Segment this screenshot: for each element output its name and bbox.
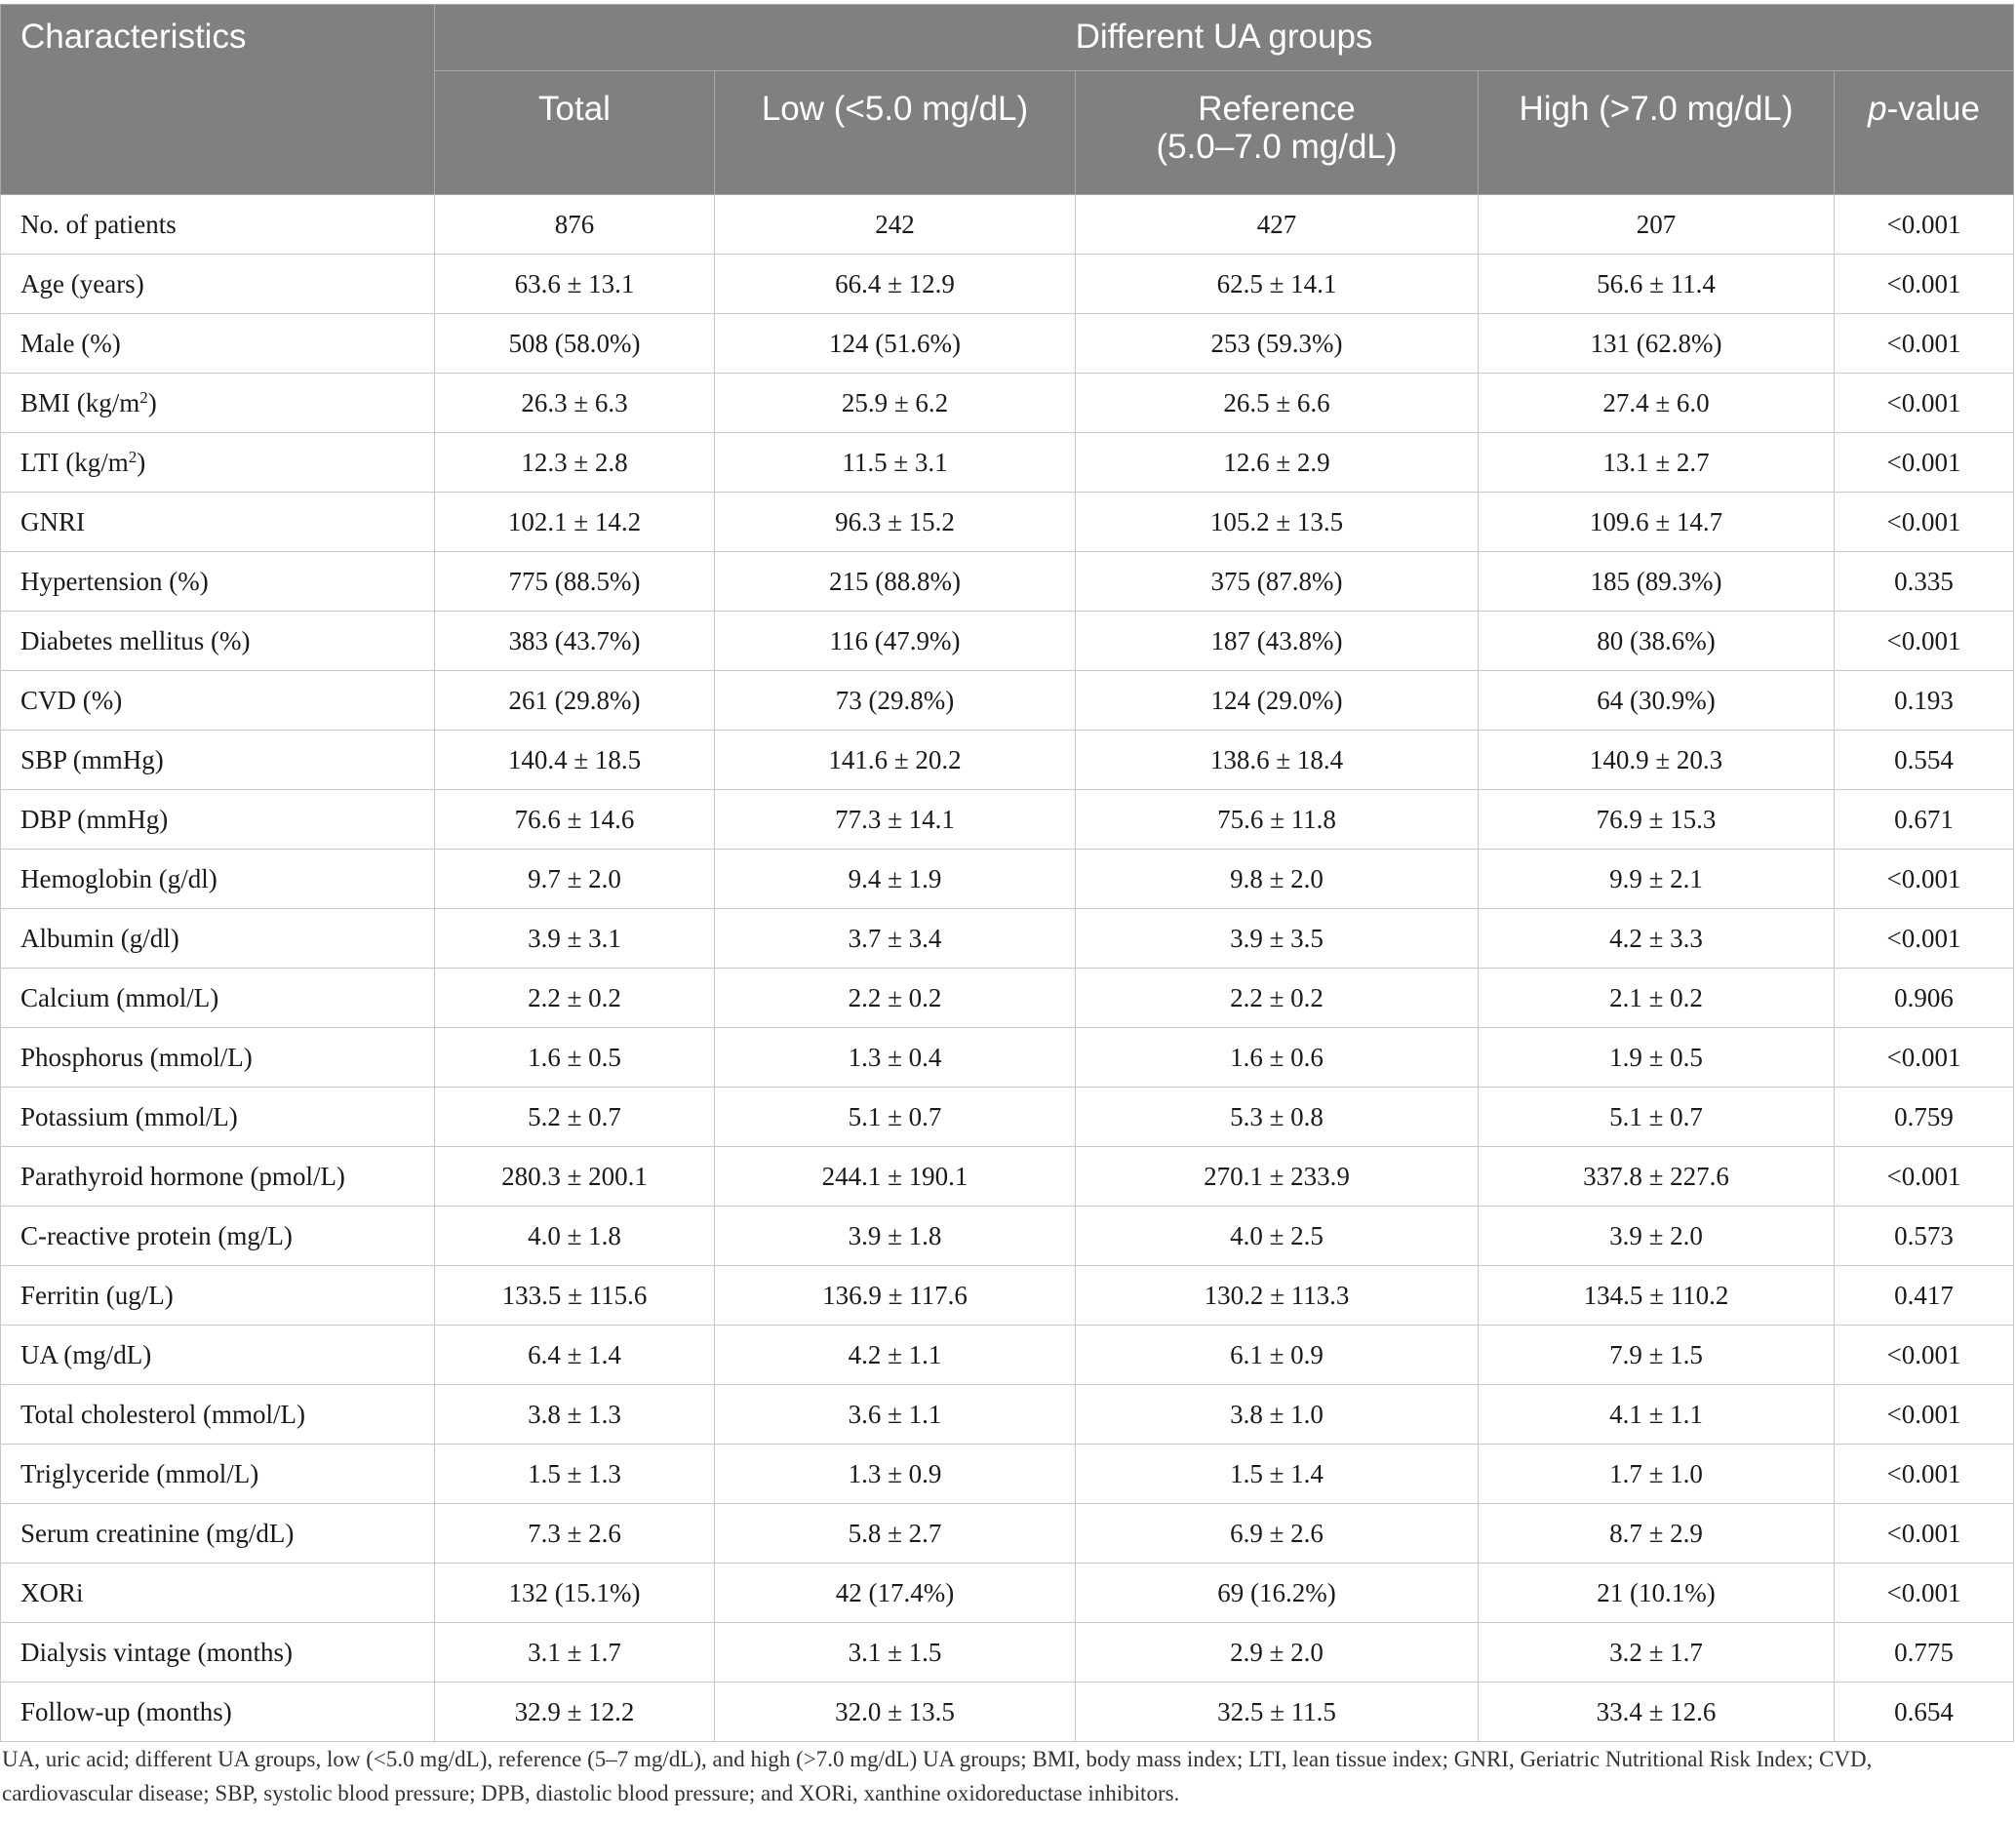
- cell-reference: 3.8 ± 1.0: [1076, 1385, 1479, 1445]
- row-label: [1, 612, 435, 671]
- cell-total: 1.6 ± 0.5: [435, 1028, 715, 1088]
- header-group-title: Different UA groups: [435, 5, 2014, 71]
- table-row: [1, 731, 2014, 790]
- row-label-text: DBP (mmHg): [20, 804, 169, 834]
- cell-high: 64 (30.9%): [1479, 671, 1835, 731]
- table-row: [1, 1088, 2014, 1147]
- cell-total: 12.3 ± 2.8: [435, 433, 715, 493]
- cell-low: 3.7 ± 3.4: [715, 909, 1076, 969]
- cell-high: 56.6 ± 11.4: [1479, 255, 1835, 314]
- cell-low: 215 (88.8%): [715, 552, 1076, 612]
- cell-low: 3.6 ± 1.1: [715, 1385, 1076, 1445]
- cell-low: 66.4 ± 12.9: [715, 255, 1076, 314]
- table-row: [1, 374, 2014, 433]
- cell-reference: 75.6 ± 11.8: [1076, 790, 1479, 850]
- table-row: [1, 1623, 2014, 1683]
- cell-low: 1.3 ± 0.9: [715, 1445, 1076, 1504]
- row-label-text: Potassium (mmol/L): [20, 1101, 238, 1131]
- table-row: [1, 909, 2014, 969]
- cell-p-value: <0.001: [1835, 612, 2014, 671]
- header-p-rest: -value: [1886, 90, 1980, 128]
- row-label: [1, 1326, 435, 1385]
- cell-total: 383 (43.7%): [435, 612, 715, 671]
- cell-high: 2.1 ± 0.2: [1479, 969, 1835, 1028]
- row-label: [1, 1623, 435, 1683]
- cell-reference: 130.2 ± 113.3: [1076, 1266, 1479, 1326]
- row-label-text: Phosphorus (mmol/L): [20, 1042, 253, 1072]
- row-label-text: Follow-up (months): [20, 1696, 232, 1726]
- row-label-text: CVD (%): [20, 685, 123, 715]
- row-label-text: BMI (kg/m: [20, 388, 140, 417]
- row-label-text: SBP (mmHg): [20, 744, 164, 774]
- row-label-text: Parathyroid hormone (pmol/L): [20, 1161, 345, 1191]
- row-label-text: Male (%): [20, 328, 121, 358]
- row-label-text: XORi: [20, 1577, 84, 1607]
- header-reference-line2: (5.0–7.0 mg/dL): [1156, 127, 1398, 166]
- cell-low: 32.0 ± 13.5: [715, 1683, 1076, 1742]
- cell-low: 25.9 ± 6.2: [715, 374, 1076, 433]
- table-row: [1, 969, 2014, 1028]
- cell-low: 2.2 ± 0.2: [715, 969, 1076, 1028]
- row-label: [1, 1147, 435, 1207]
- cell-reference: 26.5 ± 6.6: [1076, 374, 1479, 433]
- cell-total: 5.2 ± 0.7: [435, 1088, 715, 1147]
- row-label-text: Diabetes mellitus (%): [20, 625, 251, 655]
- cell-p-value: 0.417: [1835, 1266, 2014, 1326]
- header-low: Low (<5.0 mg/dL): [715, 71, 1076, 195]
- cell-high: 337.8 ± 227.6: [1479, 1147, 1835, 1207]
- row-label-text: Dialysis vintage (months): [20, 1637, 293, 1667]
- cell-p-value: <0.001: [1835, 314, 2014, 374]
- table-row: [1, 314, 2014, 374]
- row-label-superscript: 2: [128, 448, 138, 466]
- row-label: [1, 1683, 435, 1742]
- cell-low: 3.1 ± 1.5: [715, 1623, 1076, 1683]
- cell-reference: 6.9 ± 2.6: [1076, 1504, 1479, 1564]
- row-label: [1, 314, 435, 374]
- cell-total: 280.3 ± 200.1: [435, 1147, 715, 1207]
- cell-total: 63.6 ± 13.1: [435, 255, 715, 314]
- cell-high: 13.1 ± 2.7: [1479, 433, 1835, 493]
- cell-high: 207: [1479, 195, 1835, 255]
- cell-reference: 1.5 ± 1.4: [1076, 1445, 1479, 1504]
- row-label: [1, 1266, 435, 1326]
- row-label: [1, 374, 435, 433]
- cell-reference: 3.9 ± 3.5: [1076, 909, 1479, 969]
- cell-high: 140.9 ± 20.3: [1479, 731, 1835, 790]
- table-row: [1, 612, 2014, 671]
- cell-high: 1.7 ± 1.0: [1479, 1445, 1835, 1504]
- cell-total: 876: [435, 195, 715, 255]
- cell-reference: 62.5 ± 14.1: [1076, 255, 1479, 314]
- table-header: [1, 5, 2014, 195]
- cell-high: 109.6 ± 14.7: [1479, 493, 1835, 552]
- row-label-superscript: 2: [139, 388, 148, 407]
- cell-p-value: 0.335: [1835, 552, 2014, 612]
- row-label-text: Age (years): [20, 268, 144, 298]
- cell-p-value: <0.001: [1835, 1028, 2014, 1088]
- cell-low: 1.3 ± 0.4: [715, 1028, 1076, 1088]
- cell-total: 3.1 ± 1.7: [435, 1623, 715, 1683]
- cell-total: 2.2 ± 0.2: [435, 969, 715, 1028]
- table-row: [1, 1326, 2014, 1385]
- header-reference: [1076, 71, 1479, 195]
- cell-p-value: <0.001: [1835, 1564, 2014, 1623]
- cell-low: 242: [715, 195, 1076, 255]
- cell-high: 33.4 ± 12.6: [1479, 1683, 1835, 1742]
- cell-reference: 1.6 ± 0.6: [1076, 1028, 1479, 1088]
- row-label-text: Triglyceride (mmol/L): [20, 1458, 259, 1488]
- cell-p-value: 0.193: [1835, 671, 2014, 731]
- cell-high: 4.1 ± 1.1: [1479, 1385, 1835, 1445]
- cell-high: 21 (10.1%): [1479, 1564, 1835, 1623]
- cell-reference: 375 (87.8%): [1076, 552, 1479, 612]
- cell-p-value: 0.554: [1835, 731, 2014, 790]
- table-row: [1, 255, 2014, 314]
- cell-low: 77.3 ± 14.1: [715, 790, 1076, 850]
- row-label-text: Hemoglobin (g/dl): [20, 863, 217, 893]
- cell-low: 9.4 ± 1.9: [715, 850, 1076, 909]
- cell-total: 4.0 ± 1.8: [435, 1207, 715, 1266]
- row-label: [1, 1445, 435, 1504]
- cell-high: 3.2 ± 1.7: [1479, 1623, 1835, 1683]
- row-label: [1, 493, 435, 552]
- cell-p-value: <0.001: [1835, 433, 2014, 493]
- cell-total: 775 (88.5%): [435, 552, 715, 612]
- header-characteristics: Characteristics: [1, 5, 435, 195]
- cell-low: 124 (51.6%): [715, 314, 1076, 374]
- table-row: [1, 850, 2014, 909]
- cell-p-value: 0.906: [1835, 969, 2014, 1028]
- cell-high: 3.9 ± 2.0: [1479, 1207, 1835, 1266]
- cell-total: 32.9 ± 12.2: [435, 1683, 715, 1742]
- table-row: [1, 493, 2014, 552]
- header-row-1: [1, 5, 2014, 71]
- table-body: [1, 195, 2014, 1742]
- cell-low: 244.1 ± 190.1: [715, 1147, 1076, 1207]
- table-row: [1, 1385, 2014, 1445]
- cell-p-value: 0.654: [1835, 1683, 2014, 1742]
- table-row: [1, 552, 2014, 612]
- cell-high: 27.4 ± 6.0: [1479, 374, 1835, 433]
- cell-reference: 2.9 ± 2.0: [1076, 1623, 1479, 1683]
- cell-total: 76.6 ± 14.6: [435, 790, 715, 850]
- cell-total: 140.4 ± 18.5: [435, 731, 715, 790]
- cell-total: 102.1 ± 14.2: [435, 493, 715, 552]
- cell-low: 141.6 ± 20.2: [715, 731, 1076, 790]
- table-row: [1, 1564, 2014, 1623]
- cell-low: 42 (17.4%): [715, 1564, 1076, 1623]
- cell-reference: 138.6 ± 18.4: [1076, 731, 1479, 790]
- row-label: [1, 731, 435, 790]
- cell-high: 131 (62.8%): [1479, 314, 1835, 374]
- cell-total: 508 (58.0%): [435, 314, 715, 374]
- cell-low: 4.2 ± 1.1: [715, 1326, 1076, 1385]
- header-p-italic: p: [1868, 90, 1887, 128]
- cell-high: 1.9 ± 0.5: [1479, 1028, 1835, 1088]
- table-row: [1, 1445, 2014, 1504]
- table-row: [1, 195, 2014, 255]
- cell-low: 96.3 ± 15.2: [715, 493, 1076, 552]
- cell-total: 1.5 ± 1.3: [435, 1445, 715, 1504]
- cell-low: 5.1 ± 0.7: [715, 1088, 1076, 1147]
- row-label: [1, 1207, 435, 1266]
- cell-p-value: 0.759: [1835, 1088, 2014, 1147]
- row-label-text: UA (mg/dL): [20, 1339, 152, 1369]
- table-row: [1, 1028, 2014, 1088]
- header-p-value: [1835, 71, 2014, 195]
- row-label-text: Ferritin (ug/L): [20, 1280, 174, 1310]
- cell-reference: 4.0 ± 2.5: [1076, 1207, 1479, 1266]
- row-label: [1, 850, 435, 909]
- row-label: [1, 552, 435, 612]
- row-label-text: Albumin (g/dl): [20, 923, 179, 953]
- cell-p-value: <0.001: [1835, 1385, 2014, 1445]
- row-label-text: LTI (kg/m: [20, 448, 129, 477]
- table-row: [1, 1504, 2014, 1564]
- cell-reference: 187 (43.8%): [1076, 612, 1479, 671]
- row-label: [1, 909, 435, 969]
- cell-low: 5.8 ± 2.7: [715, 1504, 1076, 1564]
- table-row: [1, 433, 2014, 493]
- row-label: [1, 1564, 435, 1623]
- row-label-text: Total cholesterol (mmol/L): [20, 1399, 306, 1429]
- row-label: [1, 195, 435, 255]
- cell-reference: 253 (59.3%): [1076, 314, 1479, 374]
- row-label: [1, 1088, 435, 1147]
- cell-p-value: 0.573: [1835, 1207, 2014, 1266]
- cell-total: 261 (29.8%): [435, 671, 715, 731]
- cell-high: 8.7 ± 2.9: [1479, 1504, 1835, 1564]
- cell-reference: 9.8 ± 2.0: [1076, 850, 1479, 909]
- row-label: [1, 1028, 435, 1088]
- cell-high: 4.2 ± 3.3: [1479, 909, 1835, 969]
- cell-p-value: 0.671: [1835, 790, 2014, 850]
- cell-reference: 69 (16.2%): [1076, 1564, 1479, 1623]
- row-label: [1, 671, 435, 731]
- cell-p-value: <0.001: [1835, 255, 2014, 314]
- row-label-suffix: ): [137, 448, 146, 477]
- row-label: [1, 255, 435, 314]
- cell-p-value: <0.001: [1835, 493, 2014, 552]
- row-label: [1, 790, 435, 850]
- cell-total: 7.3 ± 2.6: [435, 1504, 715, 1564]
- cell-high: 9.9 ± 2.1: [1479, 850, 1835, 909]
- table-footnote: UA, uric acid; different UA groups, low (<5.0 mg/dL), reference (5–7 mg/dL), and high (>7.0 mg/dL) UA groups; BMI, body mass index; LTI, lean tissue index; GNRI, Geriatric Nutritional Risk Index; CVD, cardiovascular disease; SBP, systolic blood pressure; DPB, diastolic blood pressure; and XORi, xanthine oxidoreductase inhibitors.: [2, 1747, 1873, 1805]
- cell-p-value: <0.001: [1835, 850, 2014, 909]
- cell-p-value: <0.001: [1835, 195, 2014, 255]
- cell-reference: 6.1 ± 0.9: [1076, 1326, 1479, 1385]
- cell-high: 80 (38.6%): [1479, 612, 1835, 671]
- cell-total: 132 (15.1%): [435, 1564, 715, 1623]
- row-label: [1, 1385, 435, 1445]
- cell-high: 7.9 ± 1.5: [1479, 1326, 1835, 1385]
- cell-low: 116 (47.9%): [715, 612, 1076, 671]
- header-reference-line1: Reference: [1198, 90, 1356, 128]
- cell-p-value: <0.001: [1835, 909, 2014, 969]
- baseline-characteristics-table: [0, 4, 2014, 1742]
- table-row: [1, 1207, 2014, 1266]
- cell-high: 5.1 ± 0.7: [1479, 1088, 1835, 1147]
- table-row: [1, 671, 2014, 731]
- cell-reference: 105.2 ± 13.5: [1076, 493, 1479, 552]
- cell-reference: 5.3 ± 0.8: [1076, 1088, 1479, 1147]
- cell-total: 3.9 ± 3.1: [435, 909, 715, 969]
- cell-reference: 270.1 ± 233.9: [1076, 1147, 1479, 1207]
- cell-total: 9.7 ± 2.0: [435, 850, 715, 909]
- cell-low: 73 (29.8%): [715, 671, 1076, 731]
- cell-high: 76.9 ± 15.3: [1479, 790, 1835, 850]
- cell-total: 133.5 ± 115.6: [435, 1266, 715, 1326]
- row-label-text: GNRI: [20, 506, 85, 536]
- cell-reference: 32.5 ± 11.5: [1076, 1683, 1479, 1742]
- table-row: [1, 1683, 2014, 1742]
- cell-reference: 2.2 ± 0.2: [1076, 969, 1479, 1028]
- row-label-suffix: ): [147, 388, 157, 417]
- row-label: [1, 1504, 435, 1564]
- table-row: [1, 790, 2014, 850]
- cell-high: 134.5 ± 110.2: [1479, 1266, 1835, 1326]
- cell-reference: 124 (29.0%): [1076, 671, 1479, 731]
- cell-low: 3.9 ± 1.8: [715, 1207, 1076, 1266]
- cell-reference: 427: [1076, 195, 1479, 255]
- cell-p-value: <0.001: [1835, 1147, 2014, 1207]
- cell-p-value: <0.001: [1835, 374, 2014, 433]
- cell-total: 6.4 ± 1.4: [435, 1326, 715, 1385]
- row-label-text: Calcium (mmol/L): [20, 982, 219, 1012]
- table-row: [1, 1147, 2014, 1207]
- cell-low: 136.9 ± 117.6: [715, 1266, 1076, 1326]
- cell-total: 26.3 ± 6.3: [435, 374, 715, 433]
- cell-low: 11.5 ± 3.1: [715, 433, 1076, 493]
- cell-p-value: <0.001: [1835, 1326, 2014, 1385]
- row-label-text: Serum creatinine (mg/dL): [20, 1518, 295, 1548]
- header-high: High (>7.0 mg/dL): [1479, 71, 1835, 195]
- baseline-characteristics-table-container: [0, 4, 2013, 1742]
- row-label-text: No. of patients: [20, 209, 177, 239]
- table-row: [1, 1266, 2014, 1326]
- row-label: [1, 969, 435, 1028]
- cell-reference: 12.6 ± 2.9: [1076, 433, 1479, 493]
- row-label-text: Hypertension (%): [20, 566, 209, 596]
- header-total: Total: [435, 71, 715, 195]
- cell-total: 3.8 ± 1.3: [435, 1385, 715, 1445]
- cell-p-value: 0.775: [1835, 1623, 2014, 1683]
- cell-p-value: <0.001: [1835, 1445, 2014, 1504]
- cell-p-value: <0.001: [1835, 1504, 2014, 1564]
- row-label: [1, 433, 435, 493]
- cell-high: 185 (89.3%): [1479, 552, 1835, 612]
- row-label-text: C-reactive protein (mg/L): [20, 1220, 293, 1250]
